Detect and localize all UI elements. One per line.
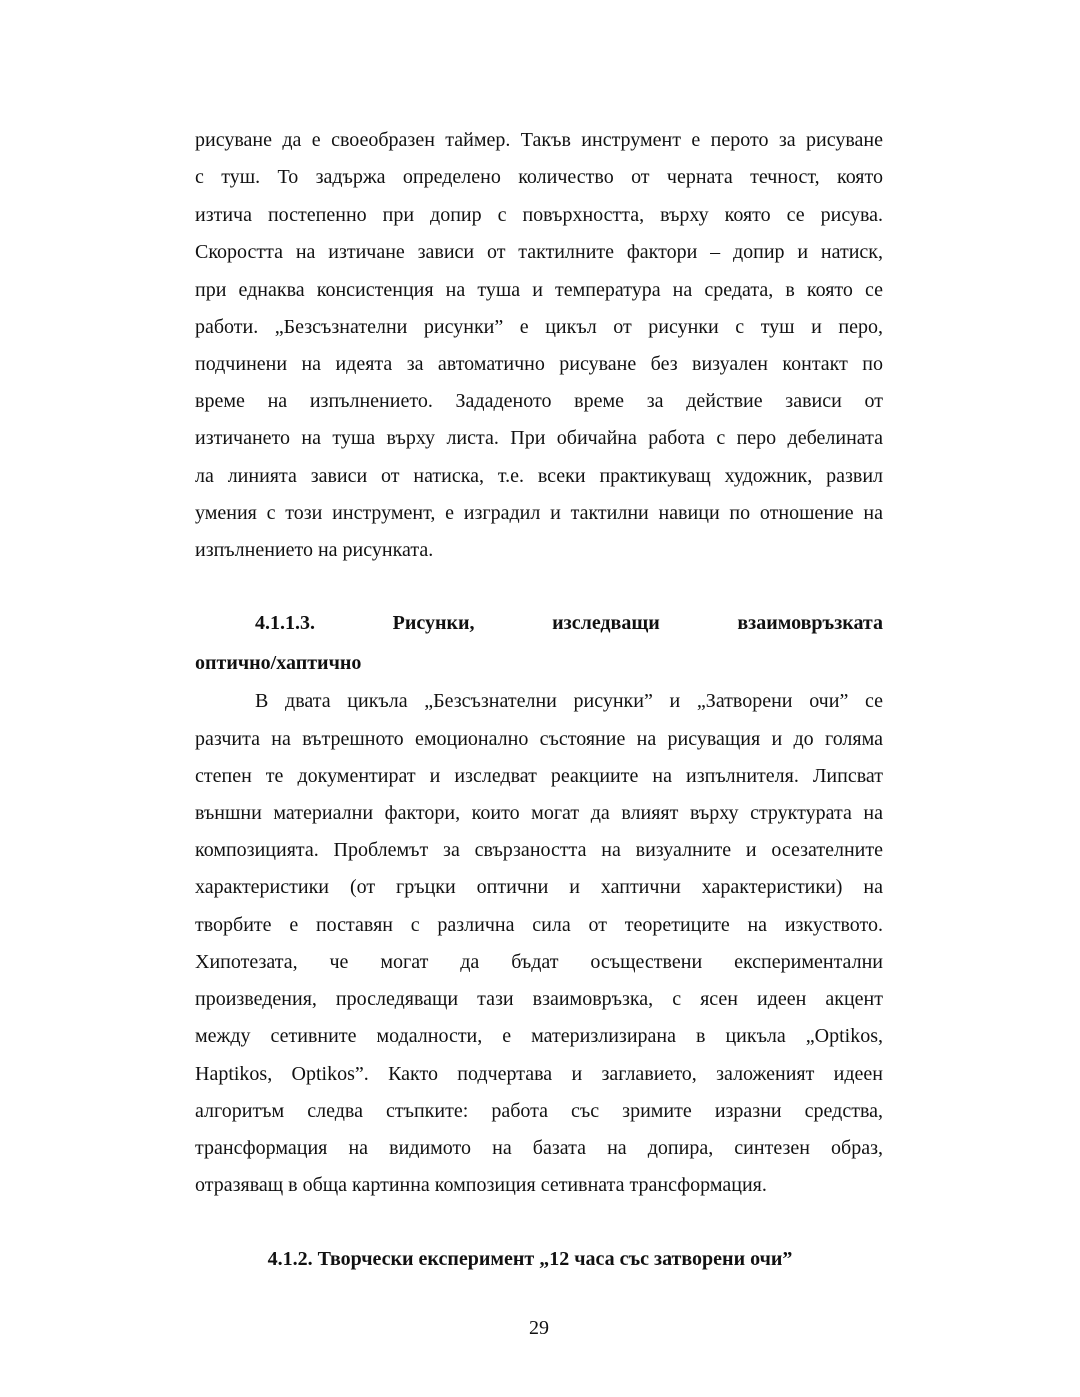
text-line: при еднаква консистенция на туша и температура на средата, в която се bbox=[195, 279, 883, 301]
text-line: време на изпълнението. Зададеното време за действие зависи от bbox=[195, 390, 883, 412]
text-line: умения с този инструмент, е изградил и тактилни навици по отношение на bbox=[195, 502, 883, 524]
section-heading-4-1-2: 4.1.2. Творчески експеримент „12 часа със затворени очи” bbox=[267, 1248, 793, 1270]
text-line: Haptikos, Optikos”. Както подчертава и заглавието, заложеният идеен bbox=[195, 1063, 883, 1085]
heading-line: оптично/хаптично bbox=[195, 652, 362, 674]
text-line: степен те документират и изследват реакциите на изпълнителя. Липсват bbox=[195, 765, 883, 787]
text-line: с туш. То задържа определено количество от черната течност, която bbox=[195, 166, 883, 188]
page-number: 29 bbox=[529, 1317, 549, 1339]
text-line: между сетивните модалности, е материзлизирана в цикъла „Optikos, bbox=[195, 1025, 883, 1047]
text-line: трансформация на видимото на базата на допира, синтезен образ, bbox=[195, 1137, 883, 1159]
text-line: произведения, проследяващи тази взаимовръзка, с ясен идеен акцент bbox=[195, 988, 883, 1010]
text-line: изтича постепенно при допир с повърхността, върху която се рисува. bbox=[195, 204, 883, 226]
text-line: рисуване да е своеобразен таймер. Такъв инструмент е перото за рисуване bbox=[195, 129, 883, 151]
text-line: външни материални фактори, които могат да влияят върху структурата на bbox=[195, 802, 883, 824]
text-line: алгоритъм следва стъпките: работа със зримите изразни средства, bbox=[195, 1100, 883, 1122]
text-line: характеристики (от гръцки оптични и хаптични характеристики) на bbox=[195, 876, 883, 898]
heading-line: 4.1.1.3. Рисунки, изследващи взаимовръзката bbox=[255, 612, 883, 634]
text-line: изтичането на туша върху листа. При обичайна работа с перо дебелината bbox=[195, 427, 883, 449]
text-line: изпълнението на рисунката. bbox=[195, 539, 434, 561]
text-line: подчинени на идеята за автоматично рисуване без визуален контакт по bbox=[195, 353, 883, 375]
text-line: отразяващ в обща картинна композиция сетивната трансформация. bbox=[195, 1174, 767, 1196]
text-line: работи. „Безсъзнателни рисунки” е цикъл от рисунки с туш и перо, bbox=[195, 316, 883, 338]
text-line: композицията. Проблемът за свързаността на визуалните и осезателните bbox=[195, 839, 883, 861]
text-line: В двата цикъла „Безсъзнателни рисунки” и „Затворени очи” се bbox=[255, 690, 883, 712]
text-line: разчита на вътрешното емоционално състояние на рисуващия и до голяма bbox=[195, 728, 883, 750]
text-line: Скоростта на изтичане зависи от тактилните фактори – допир и натиск, bbox=[195, 241, 883, 263]
text-line: ла линията зависи от натиска, т.е. всеки практикуващ художник, развил bbox=[195, 465, 883, 487]
text-line: Хипотезата, че могат да бъдат осъществени експериментални bbox=[195, 951, 883, 973]
text-line: творбите е поставян с различна сила от теоретиците на изкуството. bbox=[195, 914, 883, 936]
